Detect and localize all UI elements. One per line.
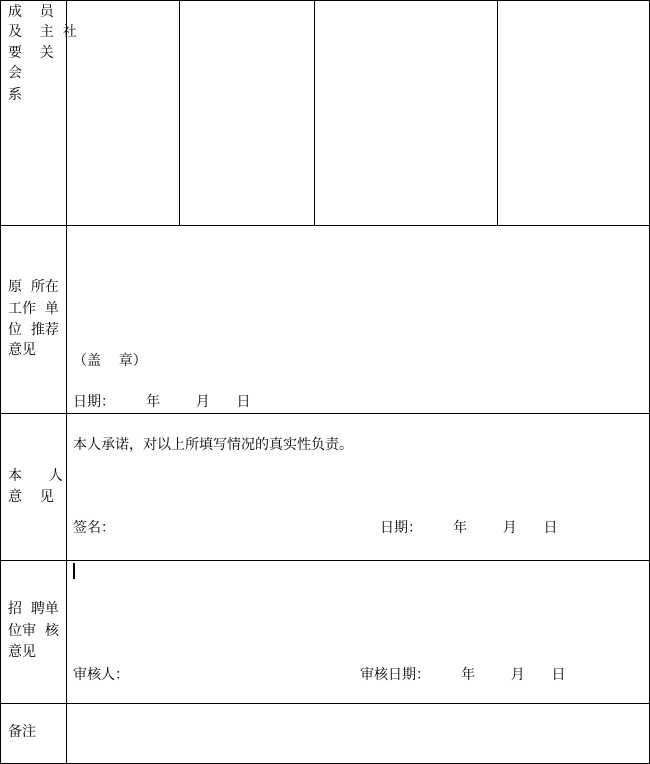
former-unit-date-text: 日期： 年 月 日 <box>73 394 251 410</box>
family-member-cell-1[interactable] <box>67 1 179 225</box>
text-cursor <box>73 563 75 579</box>
family-member-cell-4[interactable] <box>498 1 649 225</box>
former-unit-label-line-1: 原 所在 <box>8 279 59 295</box>
former-unit-label-line-3: 位 推荐 <box>8 322 59 338</box>
former-unit-label-cell <box>0 226 66 413</box>
self-date-text: 日期： 年 月 日 <box>380 520 558 536</box>
review-label-line-3: 意见 <box>8 644 36 660</box>
self-label-line-1: 本 人 <box>8 468 63 484</box>
self-opinion-label-cell <box>0 414 66 560</box>
self-label-line-2: 意 见 <box>8 489 54 505</box>
remarks-label: 备注 <box>8 724 36 740</box>
former-unit-label-line-2: 工作 单 <box>8 301 59 317</box>
review-label-cell <box>0 561 66 703</box>
former-unit-label-line-4: 意见 <box>8 342 36 358</box>
family-member-cell-2[interactable] <box>180 1 314 225</box>
signature-label: 签名： <box>73 520 115 536</box>
review-label-line-1: 招 聘单 <box>8 601 59 617</box>
family-label-line-4: 会 <box>8 65 40 81</box>
seal-text: （盖 章） <box>73 353 147 369</box>
family-label-line-1: 成 员 <box>8 4 54 20</box>
self-opinion-cell[interactable] <box>67 414 649 560</box>
commitment-text: 本人承诺，对以上所填写情况的真实性负责。 <box>73 437 353 453</box>
family-member-cell-3[interactable] <box>315 1 497 225</box>
remarks-label-cell <box>0 704 66 763</box>
remarks-cell[interactable] <box>67 704 649 763</box>
former-unit-opinion-cell[interactable] <box>67 226 649 413</box>
review-opinion-cell[interactable] <box>67 561 649 703</box>
review-date-text: 审核日期： 年 月 日 <box>360 667 566 683</box>
review-label-line-2: 位审 核 <box>8 623 59 639</box>
family-label-line-2: 及 主 社 <box>8 24 77 40</box>
family-label-line-3: 要 关 <box>8 45 54 61</box>
reviewer-label: 审核人： <box>73 667 129 683</box>
family-label-line-5: 系 <box>8 87 22 103</box>
family-members-label-cell <box>0 0 77 225</box>
